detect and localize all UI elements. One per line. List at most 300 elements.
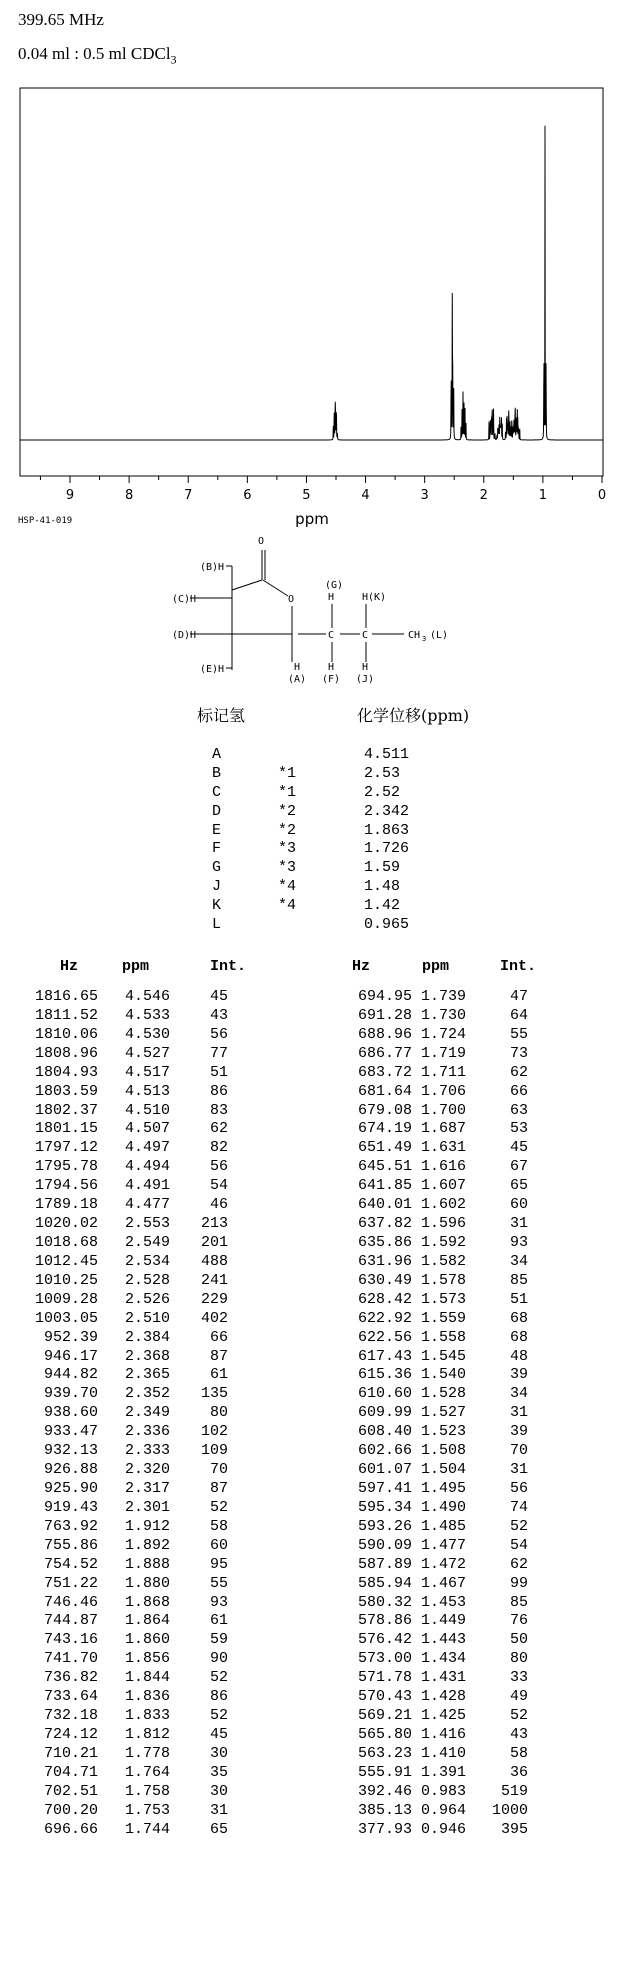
spectrum-trace	[20, 126, 603, 440]
peak-cell: 46	[209, 1196, 228, 1214]
peak-cell: 59	[209, 1631, 228, 1649]
peak-cell: 1.527	[420, 1404, 466, 1422]
peak-row	[0, 1575, 626, 1594]
peak-cell: 60	[509, 1196, 528, 1214]
peak-cell: 617.43	[357, 1347, 412, 1365]
peak-cell: 58	[209, 1517, 228, 1535]
peak-table-header	[0, 958, 626, 988]
peak-cell: 201	[200, 1233, 228, 1251]
peak-cell: 2.336	[124, 1423, 170, 1441]
peak-cell: 50	[509, 1631, 528, 1649]
peak-row	[0, 1594, 626, 1613]
peak-cell: 2.333	[124, 1442, 170, 1460]
assignment-label: A	[212, 746, 222, 763]
peak-cell: 1.753	[124, 1801, 170, 1819]
peak-cell: 754.52	[43, 1555, 98, 1573]
peak-cell: 565.80	[357, 1725, 412, 1743]
peak-cell: 2.349	[124, 1404, 170, 1422]
peak-cell: 77	[209, 1044, 228, 1062]
peak-cell: 751.22	[43, 1574, 98, 1592]
x-tick-label: 1	[538, 488, 548, 503]
peak-cell: 51	[209, 1063, 228, 1081]
spectrum-code: HSP-41-019	[18, 516, 73, 526]
peak-cell: 54	[509, 1536, 528, 1554]
atom-label: (G)	[325, 580, 344, 591]
atom-label: (D)H	[172, 630, 197, 641]
peak-cell: 30	[209, 1744, 228, 1762]
peak-cell: 569.21	[357, 1707, 412, 1725]
peak-cell: 1.607	[420, 1177, 466, 1195]
peak-cell: 590.09	[357, 1536, 412, 1554]
peak-cell: 635.86	[357, 1233, 412, 1251]
peak-row	[0, 1045, 626, 1064]
peak-cell: 2.534	[124, 1252, 170, 1270]
peak-cell: 585.94	[357, 1574, 412, 1592]
molecule-structure	[150, 530, 490, 695]
peak-cell: 87	[209, 1347, 228, 1365]
peak-cell: 1.860	[124, 1631, 170, 1649]
peak-cell: 1.758	[124, 1782, 170, 1800]
peak-cell: 1.888	[124, 1555, 170, 1573]
assignment-shift: 1.48	[364, 878, 401, 896]
peak-row	[0, 1518, 626, 1537]
peak-row	[0, 1083, 626, 1102]
peak-cell: 1.485	[420, 1517, 466, 1535]
peak-row	[0, 1310, 626, 1329]
peak-cell: 1018.68	[34, 1233, 98, 1251]
peak-cell: 49	[509, 1688, 528, 1706]
peak-row	[0, 1177, 626, 1196]
peak-cell: 2.384	[124, 1328, 170, 1346]
peak-row	[0, 1348, 626, 1367]
peak-cell: 710.21	[43, 1744, 98, 1762]
peak-cell: 615.36	[357, 1366, 412, 1384]
atom-label: CH	[408, 630, 421, 641]
peak-cell: 385.13	[357, 1801, 412, 1819]
peak-cell: 61	[209, 1612, 228, 1630]
peak-row	[0, 1196, 626, 1215]
peak-cell: 2.365	[124, 1366, 170, 1384]
peak-cell: 1.711	[420, 1063, 466, 1081]
peak-cell: 1.391	[420, 1763, 466, 1781]
peak-cell: 681.64	[357, 1082, 412, 1100]
peak-cell: 65	[209, 1820, 228, 1838]
peak-cell: 1.578	[420, 1271, 466, 1289]
peak-cell: 66	[509, 1082, 528, 1100]
peak-cell: 694.95	[357, 988, 412, 1005]
peak-cell: 4.510	[124, 1101, 170, 1119]
assignment-shift: 0.965	[364, 916, 410, 934]
peak-cell: 1.443	[420, 1631, 466, 1649]
peak-cell: 1.778	[124, 1744, 170, 1762]
atom-label: (F)	[322, 674, 341, 685]
peak-cell: 570.43	[357, 1688, 412, 1706]
peak-row	[0, 988, 626, 1007]
peak-cell: 99	[509, 1574, 528, 1592]
atom-label: (A)	[288, 674, 307, 685]
sample-label: 0.04 ml : 0.5 ml CDCl$_3$	[18, 44, 177, 67]
peak-row	[0, 1253, 626, 1272]
x-axis-label: ppm	[295, 510, 329, 528]
peak-cell: 68	[509, 1309, 528, 1327]
atom-label: O	[288, 594, 295, 605]
peak-cell: 1.559	[420, 1309, 466, 1327]
peak-cell: 1797.12	[34, 1139, 98, 1157]
peak-row	[0, 1215, 626, 1234]
peak-cell: 736.82	[43, 1669, 98, 1687]
peak-cell: 933.47	[43, 1423, 98, 1441]
atom-label: H(K)	[362, 592, 387, 603]
assignment-label: K	[212, 897, 222, 915]
assignment-label: F	[212, 840, 222, 858]
peak-cell: 2.368	[124, 1347, 170, 1365]
peak-cell: 66	[209, 1328, 228, 1346]
peak-cell: 1.856	[124, 1650, 170, 1668]
peak-cell: 52	[209, 1669, 228, 1687]
peak-cell: 45	[209, 988, 228, 1005]
peak-cell: 1810.06	[34, 1025, 98, 1043]
peak-cell: 64	[509, 1006, 528, 1024]
atom-label: H	[362, 662, 369, 673]
peak-cell: 2.317	[124, 1479, 170, 1497]
peak-cell: 1.739	[420, 988, 466, 1005]
peak-cell: 732.18	[43, 1707, 98, 1725]
atom-label: (E)H	[200, 664, 225, 675]
x-tick-label: 6	[243, 488, 252, 503]
atom-label: C	[328, 630, 335, 641]
peak-row	[0, 1669, 626, 1688]
peak-cell: 0.964	[420, 1801, 466, 1819]
assignment-group: *4	[278, 878, 297, 896]
peak-row	[0, 1688, 626, 1707]
atom-label: H	[294, 662, 301, 673]
peak-cell: 395	[500, 1820, 528, 1838]
peak-cell: 1.836	[124, 1688, 170, 1706]
peak-cell: 1804.93	[34, 1063, 98, 1081]
peak-col-header: Int.	[210, 958, 247, 975]
peak-cell: 1.545	[420, 1347, 466, 1365]
peak-cell: 1.880	[124, 1574, 170, 1592]
peak-cell: 631.96	[357, 1252, 412, 1270]
peak-cell: 31	[509, 1404, 528, 1422]
x-tick-label: 5	[302, 488, 311, 503]
peak-cell: 608.40	[357, 1423, 412, 1441]
assignment-shift: 1.726	[364, 840, 410, 858]
x-tick-label: 8	[124, 488, 134, 503]
peak-cell: 31	[509, 1461, 528, 1479]
peak-cell: 93	[209, 1593, 228, 1611]
peak-cell: 2.528	[124, 1271, 170, 1289]
peak-cell: 1012.45	[34, 1252, 98, 1270]
assignment-group: *2	[278, 802, 297, 820]
peak-cell: 1.730	[420, 1006, 466, 1024]
peak-row	[0, 1783, 626, 1802]
peak-cell: 1.504	[420, 1461, 466, 1479]
peak-cell: 58	[509, 1744, 528, 1762]
peak-row	[0, 1612, 626, 1631]
peak-cell: 2.526	[124, 1290, 170, 1308]
peak-cell: 1811.52	[34, 1006, 98, 1024]
peak-cell: 55	[209, 1574, 228, 1592]
peak-cell: 1.453	[420, 1593, 466, 1611]
peak-cell: 925.90	[43, 1479, 98, 1497]
assignment-label: C	[212, 783, 222, 801]
assignment-label: E	[212, 821, 222, 839]
peak-cell: 571.78	[357, 1669, 412, 1687]
peak-cell: 628.42	[357, 1290, 412, 1308]
atom-label: (C)H	[172, 594, 197, 605]
peak-cell: 1.540	[420, 1366, 466, 1384]
peak-cell: 640.01	[357, 1196, 412, 1214]
peak-cell: 763.92	[43, 1517, 98, 1535]
peak-cell: 377.93	[357, 1820, 412, 1838]
peak-cell: 919.43	[43, 1498, 98, 1516]
peak-row	[0, 1726, 626, 1745]
peak-cell: 630.49	[357, 1271, 412, 1289]
peak-cell: 45	[509, 1139, 528, 1157]
peak-row	[0, 1385, 626, 1404]
peak-cell: 51	[509, 1290, 528, 1308]
peak-cell: 1.477	[420, 1536, 466, 1554]
assignment-shift: 2.342	[364, 802, 410, 820]
peak-cell: 1.719	[420, 1044, 466, 1062]
peak-row	[0, 1272, 626, 1291]
peak-cell: 688.96	[357, 1025, 412, 1043]
peak-cell: 1.523	[420, 1423, 466, 1441]
peak-cell: 938.60	[43, 1404, 98, 1422]
peak-cell: 43	[509, 1725, 528, 1743]
peak-cell: 43	[209, 1006, 228, 1024]
assignment-group: *1	[278, 764, 297, 782]
peak-cell: 946.17	[43, 1347, 98, 1365]
peak-cell: 641.85	[357, 1177, 412, 1195]
peak-cell: 602.66	[357, 1442, 412, 1460]
peak-cell: 45	[209, 1725, 228, 1743]
peak-cell: 67	[509, 1158, 528, 1176]
peak-cell: 691.28	[357, 1006, 412, 1024]
peak-cell: 0.983	[420, 1782, 466, 1800]
peak-cell: 0.946	[420, 1820, 466, 1838]
peak-cell: 601.07	[357, 1461, 412, 1479]
peak-cell: 2.553	[124, 1215, 170, 1233]
peak-cell: 1802.37	[34, 1101, 98, 1119]
peak-cell: 83	[209, 1101, 228, 1119]
peak-cell: 1.724	[420, 1025, 466, 1043]
x-tick-label: 3	[420, 488, 429, 503]
peak-cell: 702.51	[43, 1782, 98, 1800]
assignment-label: L	[212, 916, 222, 934]
peak-row	[0, 1366, 626, 1385]
peak-cell: 56	[209, 1025, 228, 1043]
peak-cell: 85	[509, 1593, 528, 1611]
assignment-label: J	[212, 878, 222, 896]
peak-cell: 595.34	[357, 1498, 412, 1516]
peak-cell: 4.530	[124, 1025, 170, 1043]
peak-cell: 74	[509, 1498, 528, 1516]
peak-row	[0, 1026, 626, 1045]
x-tick-label: 2	[479, 488, 488, 503]
peak-cell: 1.490	[420, 1498, 466, 1516]
peak-cell: 622.92	[357, 1309, 412, 1327]
peak-row	[0, 1821, 626, 1840]
peak-row	[0, 1102, 626, 1121]
peak-cell: 35	[209, 1763, 228, 1781]
peak-cell: 1.744	[124, 1820, 170, 1838]
peak-cell: 87	[209, 1479, 228, 1497]
peak-cell: 1.472	[420, 1555, 466, 1573]
assignment-shift: 4.511	[364, 746, 410, 763]
peak-cell: 31	[509, 1215, 528, 1233]
peak-cell: 1794.56	[34, 1177, 98, 1195]
peak-row	[0, 1442, 626, 1461]
peak-cell: 1.602	[420, 1196, 466, 1214]
peak-row	[0, 1329, 626, 1348]
peak-cell: 700.20	[43, 1801, 98, 1819]
peak-cell: 1.573	[420, 1290, 466, 1308]
peak-cell: 578.86	[357, 1612, 412, 1630]
peak-cell: 597.41	[357, 1479, 412, 1497]
peak-cell: 1.864	[124, 1612, 170, 1630]
peak-cell: 743.16	[43, 1631, 98, 1649]
peak-cell: 1816.65	[34, 988, 98, 1005]
peak-cell: 4.491	[124, 1177, 170, 1195]
peak-cell: 1.592	[420, 1233, 466, 1251]
peak-cell: 1.764	[124, 1763, 170, 1781]
assignment-group: *4	[278, 897, 297, 915]
peak-cell: 62	[209, 1120, 228, 1138]
peak-cell: 2.352	[124, 1385, 170, 1403]
peak-cell: 241	[200, 1271, 228, 1289]
peak-cell: 47	[509, 988, 528, 1005]
peak-cell: 36	[509, 1763, 528, 1781]
peak-cell: 593.26	[357, 1517, 412, 1535]
peak-cell: 53	[509, 1120, 528, 1138]
peak-cell: 4.533	[124, 1006, 170, 1024]
peak-cell: 65	[509, 1177, 528, 1195]
peak-cell: 645.51	[357, 1158, 412, 1176]
peak-cell: 1009.28	[34, 1290, 98, 1308]
peak-row	[0, 1064, 626, 1083]
peak-cell: 39	[509, 1366, 528, 1384]
assignment-group: *3	[278, 840, 297, 858]
peak-cell: 1.700	[420, 1101, 466, 1119]
peak-cell: 2.510	[124, 1309, 170, 1327]
peak-col-header: ppm	[422, 958, 450, 975]
peak-col-header: ppm	[122, 958, 150, 975]
peak-cell: 1.434	[420, 1650, 466, 1668]
assignment-label: G	[212, 859, 222, 877]
peak-row	[0, 1650, 626, 1669]
peak-cell: 932.13	[43, 1442, 98, 1460]
peak-cell: 755.86	[43, 1536, 98, 1554]
peak-cell: 109	[200, 1442, 228, 1460]
peak-cell: 62	[509, 1555, 528, 1573]
peak-row	[0, 1707, 626, 1726]
peak-cell: 4.527	[124, 1044, 170, 1062]
peak-cell: 1789.18	[34, 1196, 98, 1214]
peak-cell: 4.546	[124, 988, 170, 1005]
peak-cell: 1.582	[420, 1252, 466, 1270]
peak-table	[0, 958, 626, 1839]
peak-cell: 34	[509, 1252, 528, 1270]
peak-cell: 56	[209, 1158, 228, 1176]
peak-cell: 563.23	[357, 1744, 412, 1762]
peak-cell: 519	[500, 1782, 528, 1800]
peak-cell: 392.46	[357, 1782, 412, 1800]
peak-cell: 1.687	[420, 1120, 466, 1138]
atom-label: 3	[422, 635, 427, 643]
peak-cell: 744.87	[43, 1612, 98, 1630]
peak-col-header: Hz	[352, 958, 371, 975]
peak-row	[0, 1537, 626, 1556]
peak-cell: 580.32	[357, 1593, 412, 1611]
peak-cell: 1803.59	[34, 1082, 98, 1100]
peak-row	[0, 1461, 626, 1480]
x-tick-label: 9	[65, 488, 75, 503]
peak-cell: 80	[209, 1404, 228, 1422]
peak-row	[0, 1139, 626, 1158]
peak-row	[0, 1007, 626, 1026]
peak-cell: 609.99	[357, 1404, 412, 1422]
peak-cell: 724.12	[43, 1725, 98, 1743]
peak-cell: 68	[509, 1328, 528, 1346]
atom-label: H	[328, 592, 335, 603]
atom-label: O	[258, 536, 265, 547]
peak-cell: 52	[209, 1707, 228, 1725]
peak-cell: 56	[509, 1479, 528, 1497]
peak-cell: 54	[209, 1177, 228, 1195]
peak-cell: 80	[509, 1650, 528, 1668]
peak-cell: 1.425	[420, 1707, 466, 1725]
peak-cell: 587.89	[357, 1555, 412, 1573]
peak-cell: 1.416	[420, 1725, 466, 1743]
peak-cell: 573.00	[357, 1650, 412, 1668]
peak-cell: 1.833	[124, 1707, 170, 1725]
peak-row	[0, 1291, 626, 1310]
col-label-header: 标记氢	[197, 706, 246, 725]
peak-cell: 686.77	[357, 1044, 412, 1062]
peak-cell: 1.495	[420, 1479, 466, 1497]
peak-cell: 213	[200, 1215, 228, 1233]
x-tick-label: 7	[184, 488, 193, 503]
peak-cell: 1.428	[420, 1688, 466, 1706]
nmr-spectrum-chart	[0, 0, 626, 530]
peak-cell: 1010.25	[34, 1271, 98, 1289]
peak-cell: 4.513	[124, 1082, 170, 1100]
atom-label: (J)	[356, 674, 375, 685]
peak-cell: 683.72	[357, 1063, 412, 1081]
col-shift-header: 化学位移(ppm)	[357, 706, 470, 725]
peak-cell: 1.528	[420, 1385, 466, 1403]
peak-cell: 93	[509, 1233, 528, 1251]
peak-cell: 34	[509, 1385, 528, 1403]
peak-cell: 622.56	[357, 1328, 412, 1346]
peak-cell: 1795.78	[34, 1158, 98, 1176]
assignment-shift: 2.52	[364, 783, 401, 801]
peak-cell: 488	[200, 1252, 228, 1270]
assignment-shift: 2.53	[364, 764, 401, 782]
peak-cell: 63	[509, 1101, 528, 1119]
peak-cell: 1.616	[420, 1158, 466, 1176]
peak-col-header: Int.	[500, 958, 537, 975]
peak-cell: 674.19	[357, 1120, 412, 1138]
peak-cell: 1020.02	[34, 1215, 98, 1233]
peak-cell: 1801.15	[34, 1120, 98, 1138]
peak-cell: 30	[209, 1782, 228, 1800]
peak-cell: 1.449	[420, 1612, 466, 1630]
peak-cell: 52	[509, 1517, 528, 1535]
peak-cell: 1.410	[420, 1744, 466, 1762]
